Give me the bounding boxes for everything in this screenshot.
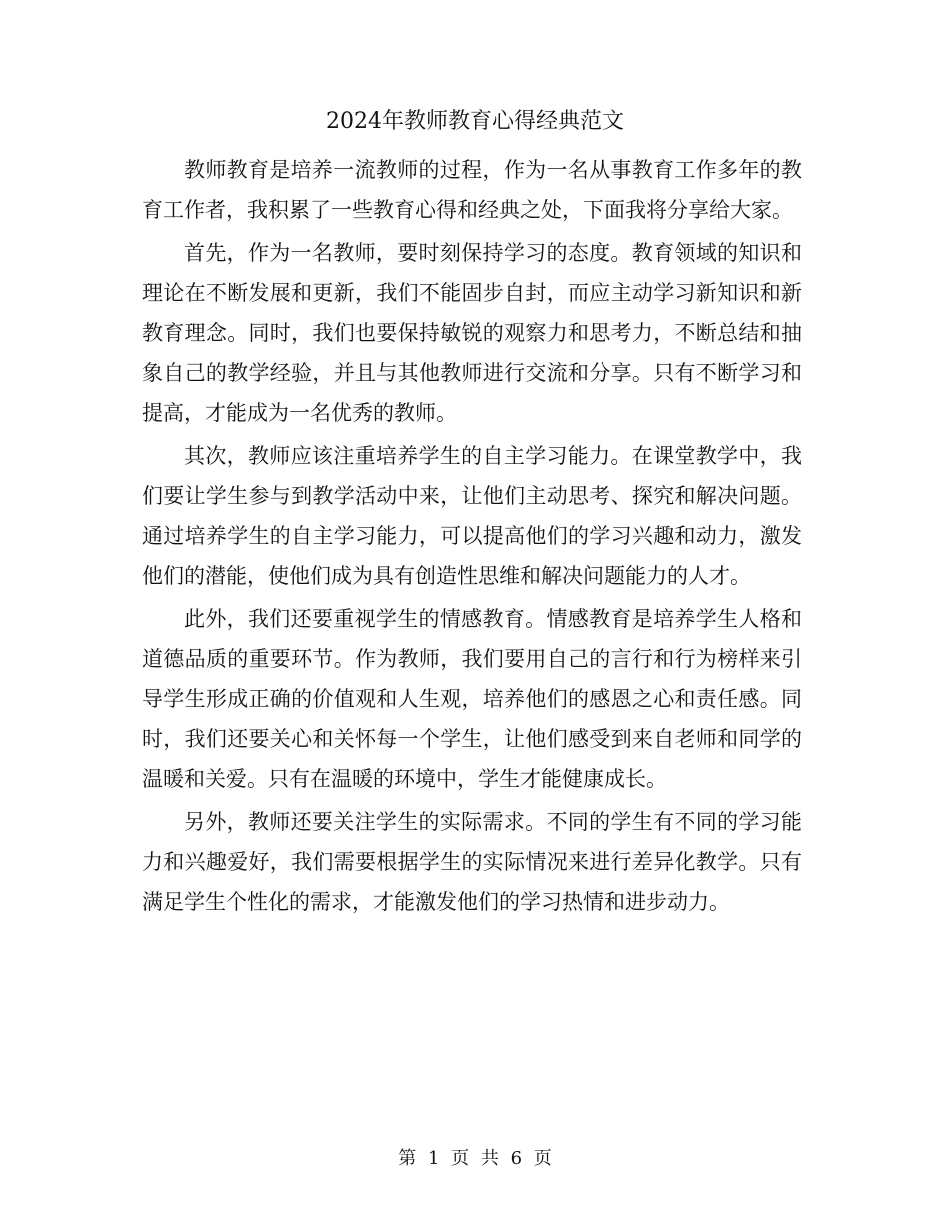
- footer-page-word: 页: [451, 1148, 470, 1169]
- footer-suffix: 页: [533, 1148, 552, 1169]
- footer-total-word: 共: [480, 1148, 499, 1169]
- paragraph-1: 教师教育是培养一流教师的过程，作为一名从事教育工作多年的教育工作者，我积累了一些教育心得和经典之处，下面我将分享给大家。: [142, 158, 802, 222]
- paragraph-3: 其次，教师应该注重培养学生的自主学习能力。在课堂教学中，我们要让学生参与到教学活动中来，让他们主动思考、探究和解决问题。通过培养学生的自主学习能力，可以提高他们的学习兴趣和动力，激发他们的潜能，使他们成为具有创造性思维和解决问题能力的人才。: [142, 444, 802, 588]
- paragraph-2: 首先，作为一名教师，要时刻保持学习的态度。教育领域的知识和理论在不断发展和更新，我们不能固步自封，而应主动学习新知识和新教育理念。同时，我们也要保持敏锐的观察力和思考力，不断总结和抽象自己的教学经验，并且与其他教师进行交流和分享。只有不断学习和提高，才能成为一名优秀的教师。: [142, 241, 802, 425]
- footer-prefix: 第: [398, 1148, 417, 1169]
- document-title: 2024年教师教育心得经典范文: [326, 109, 624, 134]
- paragraph-5: 另外，教师还要关注学生的实际需求。不同的学生有不同的学习能力和兴趣爱好，我们需要根据学生的实际情况来进行差异化教学。只有满足学生个性化的需求，才能激发他们的学习热情和进步动力。: [142, 810, 802, 914]
- document-body: [142, 150, 802, 925]
- paragraph-4: 此外，我们还要重视学生的情感教育。情感教育是培养学生人格和道德品质的重要环节。作为教师，我们要用自己的言行和行为榜样来引导学生形成正确的价值观和人生观，培养他们的感恩之心和责任感。同时，我们还要关心和关怀每一个学生，让他们感受到来自老师和同学的温暖和关爱。只有在温暖的环境中，学生才能健康成长。: [142, 607, 802, 791]
- current-page-number: 1: [427, 1148, 440, 1169]
- total-pages-number: 6: [510, 1148, 523, 1169]
- page-footer: [0, 1144, 950, 1174]
